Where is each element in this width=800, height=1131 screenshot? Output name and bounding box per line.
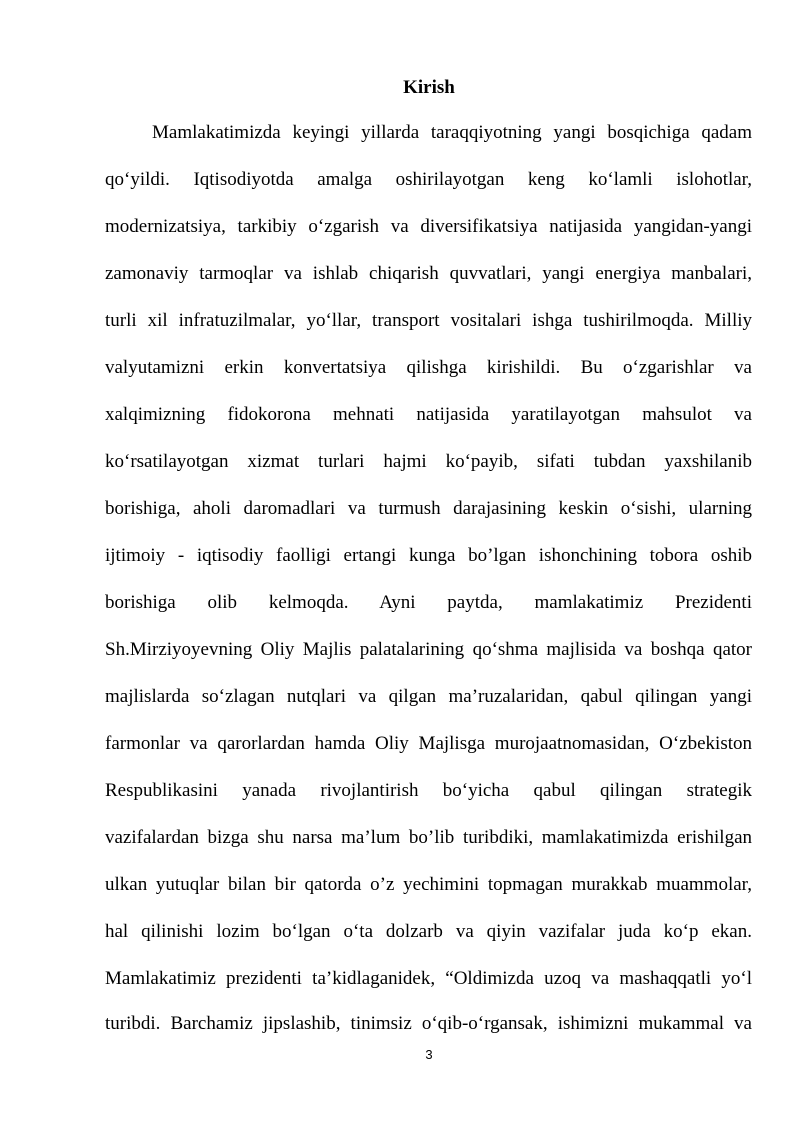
page-number: 3 (425, 1047, 433, 1062)
text-line: borishiga olib kelmoqda. Ayni paytda, mamlakatimiz Prezidenti (105, 592, 752, 613)
text-line: ulkan yutuqlar bilan bir qatorda o’z yechimini topmagan murakkab muammolar, (105, 874, 752, 895)
text-line: modernizatsiya, tarkibiy o‘zgarish va diversifikatsiya natijasida yangidan-yangi (105, 216, 752, 237)
text-line: ko‘rsatilayotgan xizmat turlari hajmi ko‘payib, sifati tubdan yaxshilanib (105, 451, 752, 472)
text-line: Mamlakatimizda keyingi yillarda taraqqiyotning yangi bosqichiga qadam (152, 122, 752, 143)
text-line: vazifalardan bizga shu narsa ma’lum bo’lib turibdiki, mamlakatimizda erishilgan (105, 827, 752, 848)
text-line: farmonlar va qarorlardan hamda Oliy Majlisga murojaatnomasidan, O‘zbekiston (105, 733, 752, 754)
text-line: Sh.Mirziyoyevning Oliy Majlis palatalarining qo‘shma majlisida va boshqa qator (105, 639, 752, 660)
text-line: Mamlakatimiz prezidenti ta’kidlaganidek, “Oldimizda uzoq va mashaqqatli yo‘l (105, 968, 752, 989)
text-line: turli xil infratuzilmalar, yo‘llar, transport vositalari ishga tushirilmoqda. Milliy (105, 310, 752, 331)
text-line: valyutamizni erkin konvertatsiya qilishga kirishildi. Bu o‘zgarishlar va (105, 357, 752, 378)
text-line: qo‘yildi. Iqtisodiyotda amalga oshirilayotgan keng ko‘lamli islohotlar, (105, 169, 752, 190)
text-line: ijtimoiy - iqtisodiy faolligi ertangi kunga bo’lgan ishonchining tobora oshib (105, 545, 752, 566)
text-line: hal qilinishi lozim bo‘lgan o‘ta dolzarb va qiyin vazifalar juda ko‘p ekan. (105, 921, 752, 942)
text-line: Respublikasini yanada rivojlantirish bo‘yicha qabul qilingan strategik (105, 780, 752, 801)
text-line: xalqimizning fidokorona mehnati natijasida yaratilayotgan mahsulot va (105, 404, 752, 425)
text-line: borishiga, aholi daromadlari va turmush darajasining keskin o‘sishi, ularning (105, 498, 752, 519)
text-line: zamonaviy tarmoqlar va ishlab chiqarish quvvatlari, yangi energiya manbalari, (105, 263, 752, 284)
page-title: Kirish (403, 77, 455, 98)
text-line: turibdi. Barchamiz jipslashib, tinimsiz o‘qib-o‘rgansak, ishimizni mukammal va (105, 1013, 752, 1034)
text-line: majlislarda so‘zlagan nutqlari va qilgan ma’ruzalaridan, qabul qilingan yangi (105, 686, 752, 707)
